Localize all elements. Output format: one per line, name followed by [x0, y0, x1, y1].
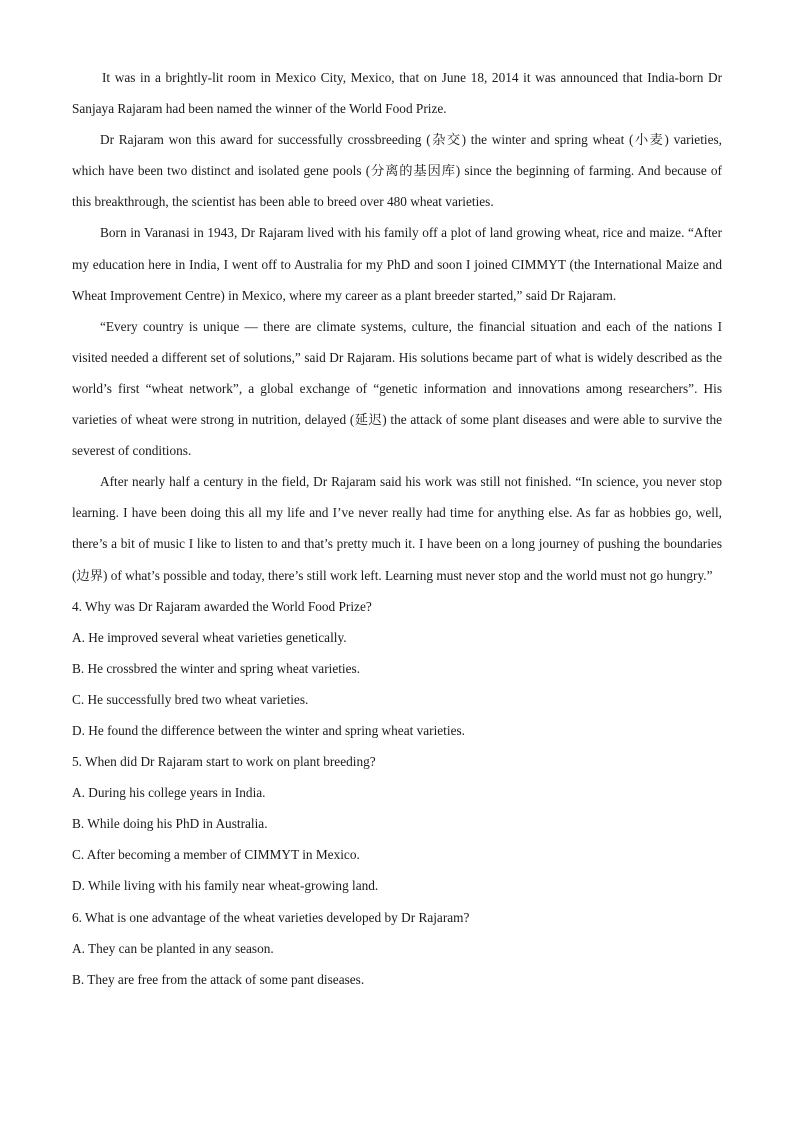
question-5 [72, 746, 722, 901]
answer-option-a: A. During his college years in India. [72, 785, 266, 801]
answer-option-b: B. They are free from the attack of some pant diseases. [72, 971, 365, 987]
passage-paragraph-5: After nearly half a century in the field, Dr Rajaram said his work was still not finished. “In science, you never stop learning. I have been doing this all my life and I’ve never really had time for anything else. As far as hobbies go, well, there’s a bit of music I like to listen to and that’s pretty much it. I have been on a long journey of pushing the boundaries (边界) of what’s possible and today, there’s still work left. Learning must never stop and the world must not go hungry.” [72, 474, 722, 583]
answer-option-a: A. They can be planted in any season. [72, 940, 274, 956]
question-list [72, 591, 722, 995]
passage-paragraph-2: Dr Rajaram won this award for successfully crossbreeding (杂交) the winter and spring wheat (小麦) varieties, which have been two distinct and isolated gene pools (分离的基因库) since the beginning of farming. And because of this breakthrough, the scientist has been able to breed over 480 wheat varieties. [72, 132, 722, 210]
question-stem: 5. When did Dr Rajaram start to work on plant breeding? [72, 754, 376, 770]
passage-paragraph-3: Born in Varanasi in 1943, Dr Rajaram lived with his family off a plot of land growing wheat, rice and maize. “After my education here in India, I went off to Australia for my PhD and soon I joined CIMMYT (the International Maize and Wheat Improvement Centre) in Mexico, where my career as a plant breeder started,” said Dr Rajaram. [72, 225, 722, 303]
question-4 [72, 591, 722, 746]
answer-option-c: C. After becoming a member of CIMMYT in Mexico. [72, 847, 360, 863]
passage-paragraph-1: It was in a brightly-lit room in Mexico City, Mexico, that on June 18, 2014 it was announced that India-born Dr Sanjaya Rajaram had been named the winner of the World Food Prize. [72, 70, 722, 117]
answer-option-a: A. He improved several wheat varieties genetically. [72, 629, 347, 645]
answer-option-b: B. He crossbred the winter and spring wheat varieties. [72, 660, 361, 676]
answer-option-d: D. While living with his family near wheat-growing land. [72, 878, 379, 894]
question-stem: 4. Why was Dr Rajaram awarded the World Food Prize? [72, 598, 372, 614]
question-stem: 6. What is one advantage of the wheat varieties developed by Dr Rajaram? [72, 909, 470, 925]
passage-paragraph-4: “Every country is unique — there are climate systems, culture, the financial situation and each of the nations I visited needed a different set of solutions,” said Dr Rajaram. His solutions became part of what is widely described as the world’s first “wheat network”, a global exchange of “genetic information and innovations among researchers”. His varieties of wheat were strong in nutrition, delayed (延迟) the attack of some plant diseases and were able to survive the severest of conditions. [72, 318, 722, 459]
document-page [72, 62, 722, 995]
reading-passage [72, 62, 722, 591]
answer-option-b: B. While doing his PhD in Australia. [72, 816, 268, 832]
answer-option-d: D. He found the difference between the winter and spring wheat varieties. [72, 722, 465, 738]
question-6 [72, 902, 722, 995]
answer-option-c: C. He successfully bred two wheat varieties. [72, 691, 309, 707]
